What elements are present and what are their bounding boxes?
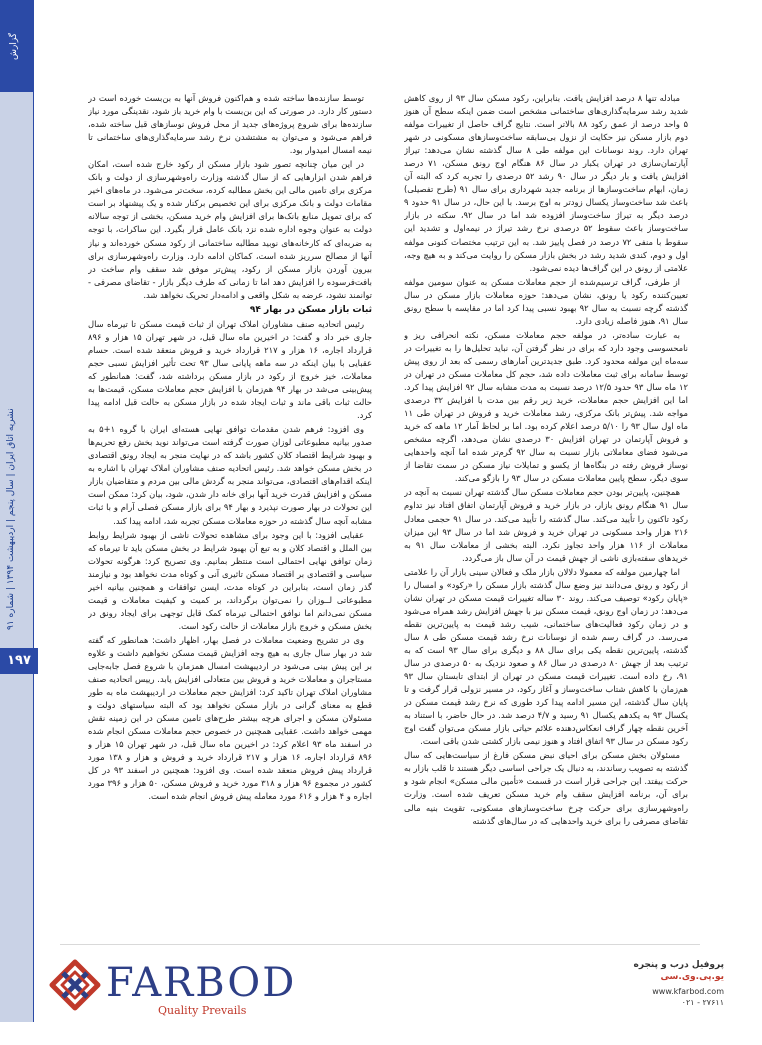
paragraph: در این میان چنانچه تصور شود بازار مسکن از رکود خارج شده است، امکان فراهم شدن ابزارهایی که از سال گذشته وزارت راه‌وشهرسازی از دولت و بانک مرکزی برای تامین مالی این بخش مطالبه کرده، سخت‌تر می‌شود. در ماه‌های اخیر مقامات دولت و بانک مرکزی برای این تخصیص برکنار شده و یک پیشنهاد بر است که برای تمویل منابع بانک‌ها برای افزایش وام خرید مسکن، بخشی از توجه سالانه دولت به عنوان وجوه اداره شده نزد بانک عامل قرار بگیرد. این ساکرات، با توجه به ضربه‌ای که کارخانه‌های نوبید مطالبه ساختمانی از رکود مسکن خورده‌اند و نیاز آنها از مصالح سرریز شده است، کماکان ادامه دارد. وزارت راه‌وشهرسازی برای بیرون آوردن بازار مسکن از رکود، پیش‌تر موفق شد سقف وام ساخت در بافت‌فرسوده را افزایش دهد اما تا زمانی که طرف دیگر بازار - تقاضای مصرفی - توانمند نشود، عرضه به شکل واقعی و ادامه‌دار تحریک نخواهد شد.	[88, 159, 372, 300]
website-link[interactable]: www.kfarbod.com	[652, 987, 724, 996]
phone-number: ۰۲۱ - ۲۷۶۱۱	[681, 998, 724, 1007]
paragraph: وی در تشریح وضعیت معاملات در فصل بهار، اظهار داشت: همانطور که گفته شد در بهار سال جاری به هیچ وجه افزایش قیمت مسکن نخواهیم داشت و علاوه بر این پیش بینی می‌شود در اردیبهشت امسال همزمان با شروع فصل جابه‌جایی مستاجران و معاملات خرید و فروش بین متعادلی افزایش یابد. رییس اتحادیه صنف مشاوران املاک تهران تاکید کرد: افزایش حجم معاملات در اردیبهشت ماه به طور قطع به معنای گرانی در بازار مسکن نخواهد بود که البته سیاستهای دولت و مسئولان مسکن و اجرای هرچه بیشتر طرح‌های تامین مسکن در این زمینه نقش مهمی خواهد داشت. عقبایی همچنین در خصوص حجم معاملات مسکن انجام شده در اسفند ماه ۹۳ اعلام کرد: در اخیرین ماه سال قبل، در شهر تهران ۱۵ هزار و ۸۹۶ قرارداد اجاره، ۱۶ هزار و ۲۱۷ قرارداد خرید و فروش و هزار و ۱۳۸ مورد قرارداد پیش فروش منعقد شده است. وی افزود: همچنین در اسفند ۹۳ در کل کشور در مجموع ۹۶ هزار و ۳۱۸ مورد خرید و فروش مسکن، ۵۰ هزار و ۳۹۶ مورد اجاره و ۴ هزار و ۶۱۶ مورد معامله پیش فروش انجام شده است.	[88, 634, 372, 802]
brand-name: FARBOD	[106, 960, 297, 1006]
paragraph: اما چهارمین مولفه که معمولا دلالان بازار ملک و فعالان سینی بازار آن را علامتی از رکود و رونق می‌دانند نیز وضع سال گذشته بازار مسکن را «رکود» و امسال را «پایان رکود» توصیف می‌کند. روند ۳۰ ساله تغییرات قیمت مسکن در تهران نشان می‌دهد: در زمان اوج رونق، قیمت مسکن نیز با جهش افزایش رشد همراه می‌شود و در زمان رکود فعالیت‌های ساختمانی، شیب رشد قیمت به پایین‌ترین نقطه می‌رسد. در گراف رسم شده از نوسانات نرخ رشد قیمت مسکن طی ۸ سال گذشته، پایین‌ترین نقطه یکی برای سال ۸۸ و دیگری برای سال ۹۳ است که به ترتیب بعد از جهش ۸۰ درصدی در سال ۸۶ و صعود نزدیک به ۵۰ درصدی در سال ۹۱، رخ داده است. تغییرات قیمت مسکن در تهران از ابتدای تابستان سال ۹۳ هم‌زمان با کاهش شتاب ساخت‌وساز و آغاز رکود، در مسیر نزولی قرار گرفت و تا پایان سال گذشته، این مسیر ادامه پیدا کرد طوری که نرخ رشد قیمت مسکن در یکسال ۹۳ به یکدهم یکسال ۹۱ رسید و ۴/۷ درصد شد. در حال حاضر، با استناد به آخرین نقطه چهار گراف انعکاس‌دهنده علائم حیاتی بازار مسکن می‌توان گفت اوج رکود مسکن در سال ۹۳ اتفاق افتاد و هنوز نیمی بازار کشتی شدن باقی است.	[404, 566, 688, 747]
paragraph: وی افزود: فرهم شدن مقدمات توافق نهایی هسته‌ای ایران با گروه ۱+۵ به صدور بیانیه مطبوعاتی لوزان صورت گرفته است می‌تواند نوید بخش رفع تحریم‌ها و بهبود شرایط اقتصاد کلان کشور باشد که در نهایت منجر به ایجاد رونق اقتصادی در بخش مسکن خواهد شد. رئیس اتحادیه صنف مشاوران املاک تهران با اشاره به اینکه اقدام‌های اقتصادی، می‌تواند منجر به گردش مالی بین مردم و متقاضیان بازار مسکن و افزایش قدرت خرید آنها برای خانه دار شدن، شود، بیان کرد: ممکن است این تحولات در بهار صورت نپذیرد و بهار ۹۴ برای بازار مسکن فصلی آرام و با ثبات مشابه آنچه سال گذشته در حوزه معاملات مسکن تجربه شد، ادامه پیدا کند.	[88, 424, 372, 526]
section-heading: ثبات بازار مسکن در بهار ۹۴	[249, 304, 372, 315]
paragraph: به عبارت ساده‌تر، در مولفه حجم معاملات مسکن، نکته انحرافی ریز و نامحسوسی وجود دارد که برای در نظر گرفتن آن، نباید تحلیل‌ها را به تغییرات در سه‌ماه این مولفه محدود کرد. طبق جدیدترین آمارهای رسمی که بعد از روی پیش توسط سامانه برای ثبت معاملات داده شد، حجم کل معاملات مسکن در تهران در ۱۲ ماه سال ۹۳ حدود ۱۲/۵ درصد نسبت به مدت مشابه سال ۹۲ افزایش پیدا کرد. اما این افزایش حجم معاملات، خرید زیر رقم بین مدت با افزایش ۳۲ درصدی مواجه شد. پیش‌تر بانک مرکزی، رشد معاملات خرید و فروش در تهران طی ۱۱ ماه اول سال ۹۳ را ۵/۱۰ درصد اعلام کرده بود. اما بر لحاظ آمار ۱۲ ماهه که خرید و فروش آپارتمان در تهران افزایش ۳۰ درصدی نشان می‌دهد، اگرچه مشخص می‌شود فضای معاملاتی بازار نسبت به سال ۹۲ گرم‌تر شده اما آنچه واحدهایی نوساز فروش رفته در بنگاه‌ها از یکسو و تمایلات نیاز مسکن در سمت تقاضا از سوی دیگر، سطح پایین معاملات مسکن در سال ۹۳ را بازگو می‌کند.	[404, 329, 688, 484]
paragraph: از طرفی، گراف ترسیم‌شده از حجم معاملات مسکن به عنوان سومین مولفه تعیین‌کننده رکود یا رونق، نشان می‌دهد: حوزه معاملات بازار مسکن در سال گذشته گرچه نسبت به سال ۹۲ بهبود نسبی پیدا کرد اما در مقایسه با سطح رونق سال ۹۱، هنوز فاصله زیادی دارد.	[404, 276, 688, 326]
page-number: ۱۹۷	[0, 648, 38, 674]
paragraph: توسط سازنده‌ها ساخته شده و هم‌اکنون فروش آنها به بن‌بست خورده است در دستور کار دارد. در صورتی که این بن‌بست با وام خرید باز شود، نقدینگی مورد نیاز سازنده‌ها برای شروع پروژه‌های جدید از محل فروش نوساز‌های قبل ساخته شده، فراهم می‌شود و می‌توان به مشتشدن نرخ رشد سرمایه‌گذاری‌های ساختمانی تا نیمه امسال امیدوار بود.	[88, 93, 372, 156]
article-column-left	[88, 92, 372, 922]
brand-tagline: Quality Prevails	[158, 1004, 247, 1017]
issue-info: نشریه اتاق ایران | سال پنجم | اردیبهشت ۱۳۹۴ | شماره ۹۱	[6, 408, 16, 630]
sidebar-divider	[33, 92, 34, 1022]
section-label: گزارش	[9, 32, 19, 60]
paragraph: مسئولان بخش مسکن برای احیای نبض مسکن فارغ از سیاست‌هایی که سال گذشته به تصویب رساندند، به دنبال یک جراحی اساسی دیگر هستند تا قلب بازار به حرکت بیفتد. این جراحی قرار است در قسمت «تأمین مالی مسکن» انجام شود و برای آن، برنامه افزایش سقف وام خرید مسکن تعریف شده است. وزارت راه‌وشهرسازی برای حرکت چرخ ساخت‌وسازهای مسکونی، تقویت بنیه مالی تقاضای مصرفی را برای خرید واحدهایی که در سال‌های گذشته	[404, 750, 688, 826]
paragraph: عقبایی افزود: با این وجود برای مشاهده تحولات ناشی از بهبود شرایط روابط بین الملل و اقتصاد کلان و به تبع آن بهبود شرایط در بخش مسکن باید تا تیرماه که زمان توافق نهایی احتمالی است منتظر بمانیم. وی تصریح کرد: هرگونه تحولات سیاسی و اقتصادی بر اقتصاد مسکن تاثیری آنی و کوتاه مدت نخواهد بود و نیازمند گذر زمان است، بنابراین در کوتاه مدت، ایسن توافقات و همچنین بیانیه اخیر مطبوعاتی لــوزان را نمی‌توان برگرداند، بر کمیت و کیفیت معاملات و قیمت مسکن نمی‌دانم اما نوافق احتمالی تیرماه کمک قابل توجهی برای ایجاد رونق در بخش مسکن و خروج بازار معاملات از حالت رکود است.	[88, 529, 372, 631]
footer-divider	[60, 944, 700, 945]
paragraph: رئیس اتحادیه صنف مشاوران املاک تهران از ثبات قیمت مسکن تا تیرماه سال جاری خبر داد و گفت: در اخیرین ماه سال قبل، در شهر تهران ۱۵ هزار و ۸۹۶ قرارداد اجاره، ۱۶ هزار و ۲۱۷ قرارداد خرید و فروش منعقد شده است. حسام عقبایی با بیان اینکه در سه ماهه پایانی سال ۹۳ تحت تأثیر افزایش نسبی حجم معاملات، خیز خروج از رکود در بازار مسکن برداشته شد، گفت: همانطور که پیش‌بینی می‌شد در بهار ۹۴ هم‌زمان با افزایش حجم معاملات مسکن، قیمت‌ها به حالت ثبات باقی ماند و ثبات ایجاد شده در بازار مسکن به حالت قبل ادامه پیدا کرد.	[88, 318, 372, 421]
product-line: پروفیل درب و پنجره	[633, 960, 724, 970]
article-column-right	[404, 92, 688, 922]
paragraph: همچنین، پایین‌تر بودن حجم معاملات مسکن سال گذشته تهران نسبت به آنچه در سال ۹۱ هنگام رونق بازار، در بازار خرید و فروش آپارتمان اتفاق افتاد نیز تداوم رکود تاکنون را تأیید می‌کند. سال گذشته را تأیید می‌کند. در سال ۹۱ حجمی معادل ۲۱۶ هزار واحد مسکونی در تهران خرید و فروش شد اما در سال ۹۳ این میزان معاملات از ۱۱۶ هزار واحد تجاوز نکرد. البته بخشی از معاملات سال ۹۱ به خریدهای سفته‌بازی ناشی از جهش قیمت در آن سال باز می‌گردد.	[404, 487, 688, 563]
section-tab	[0, 0, 34, 92]
ad-contact	[612, 960, 724, 1007]
product-material: یو.پی.وی.سی	[660, 972, 724, 982]
sidebar-strip	[0, 0, 34, 1045]
paragraph: مبادله تنها ۸ درصد افزایش یافت. بنابراین، رکود مسکن سال ۹۳ از روی کاهش شدید رشد سرمایه‌گذاری‌های ساختمانی مشخص است ضمن اینکه سطح آن هنوز ۵ واحد درصد از عمق رکود ۸۸ بالاتر است. نتایج گراف حاصل از تغییرات مولفه دوم بازار مسکن نیز حکایت از نزول بی‌سابقه ساخت‌وسازهای مسکونی در شهر تهران دارد. روند نوسانات این مولفه طی ۸ سال گذشته نشان می‌دهد: تیراژ آپارتمان‌سازی در تهران یکبار در سال ۸۶ هنگام اوج رونق مسکن، ۷۱ درصد افزایش یافت و بار دیگر در سال ۹۰ رشد ۵۲ درصدی را تجربه کرد که البته آن زمان، ابهام ساخت‌وسازها از برنامه جدید شهرداری برای سال ۹۱ (طرح تفصیلی) باعث شد ساخت‌وساز یکسال زودتر به اوج برسد. با این حال، در سال ۹۱ حدود ۹ درصد دیگر به تیراژ ساخت‌وساز افزوده شد اما در سال ۹۲، سکته در بازار ساخت‌وساز باعث سقوط ۵۲ درصدی نرخ رشد تیراژ در نیمه‌اول و تشدید این سقوط با منفی ۷۲ درصد در فصل پاییز شد. به این ترتیب مختصات کنونی مولفه اول و دوم، کندی شدید رشد در بخش بازار مسکن را روایت می‌کند و به هیچ وجه، علامتی از رونق در این گراف‌ها دیده نمی‌شود.	[404, 93, 688, 273]
farbod-knot-logo-icon	[48, 958, 102, 1012]
